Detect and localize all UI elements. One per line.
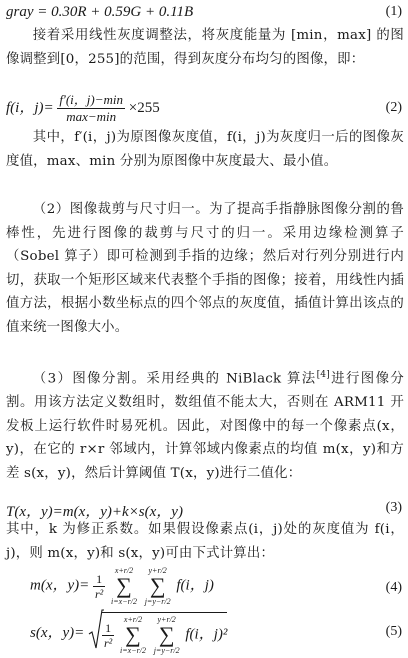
- equation-2-lhs: f(i，j)=: [6, 99, 54, 116]
- paragraph-grayscale-adjust: 接着采用线性灰度调整法，将灰度能量为 [min，max] 的图像调整到[0，255]的范围，得到灰度分布均匀的图像，即：: [6, 28, 404, 67]
- equation-4-coefficient: $\frac{1}{\text{r²}}$: [95, 571, 104, 601]
- equation-2-body: [6, 92, 160, 125]
- equation-5-lhs: s(x，y)=: [30, 624, 85, 641]
- paragraph-where-clause: 其中，f′(i，j)为原图像灰度值，f(i，j)为灰度归一后的图像灰度值，max、min 分别为原图像中灰度最大、最小值。: [6, 130, 404, 169]
- equation-2-fraction: [57, 92, 125, 125]
- equation-5: [0, 612, 408, 656]
- equation-3-body: T(x，y)=m(x，y)+k×s(x，y): [6, 504, 183, 520]
- equation-2-denominator: max−min: [66, 109, 117, 124]
- equation-4-lhs: m(x，y)=: [30, 577, 90, 594]
- equation-3-number: (3): [385, 500, 402, 515]
- paragraph-crop-normalize: （2）图像裁剪与尺寸归一。为了提高手指静脉图像分割的鲁棒性，先进行图像的裁剪与尺寸的归一。采用边缘检测算子（Sobel 算子）即可检测到手指的边缘；然后对行列分别进行内切，获取一个矩形区域来代表整个手指的图像；接着，用线性内插值方法，根据小数坐标点的四个邻点的灰度值，插值计算出该点的值来统一图像大小。: [6, 202, 404, 335]
- sqrt-radical-sign: [88, 608, 104, 654]
- equation-2: [0, 92, 408, 128]
- equation-5-sum-j: y+r/2 ∑ j=y−r/2: [153, 615, 180, 655]
- equation-4-sum-j: y+r/2 ∑ j=y−r/2: [144, 566, 171, 606]
- equation-2-tail: ×255: [128, 99, 160, 116]
- equation-5-number: (5): [385, 624, 402, 639]
- equation-5-coefficient: $\frac{1}{\text{r²}}$: [104, 620, 113, 650]
- equation-5-term: f(i，j)²: [185, 626, 228, 643]
- equation-4: [0, 566, 408, 612]
- equation-4-body: [30, 566, 214, 606]
- equation-5-body: [30, 612, 227, 655]
- segmentation-text-b: 进行图像分割。用该方法定义数组时，数组值不能太大，否则在 ARM11 开发板上运行软件时易死机。因此，对图像中的每一个像素点(x，y)，在它的 r×r 邻域内，计算邻域内像素点的均值 m(x，y)和方差 s(x，y)，然后计算阈值 T(x，y)进行二值化：: [6, 371, 404, 481]
- equation-2-numerator: f′(i，j)−min: [59, 92, 123, 107]
- equation-2-number: (2): [385, 100, 402, 115]
- equation-5-sum-i: x+r/2 ∑ i=x−r/2: [120, 615, 146, 655]
- paragraph-segmentation: [6, 364, 404, 485]
- equation-5-sqrt: [88, 612, 227, 655]
- equation-1-number: (1): [385, 4, 402, 19]
- equation-4-term: f(i，j): [176, 577, 214, 594]
- citation-ref: [4]: [316, 370, 330, 380]
- equation-1: [0, 4, 408, 26]
- equation-4-number: (4): [385, 580, 402, 595]
- equation-1-body: gray = 0.30R + 0.59G + 0.11B: [6, 4, 194, 20]
- segmentation-text-a: （3）图像分割。采用经典的 NiBlack 算法: [32, 371, 317, 387]
- equation-4-sum-i: x+r/2 ∑ i=x−r/2: [111, 566, 137, 606]
- paragraph-correction-coefficient: 其中，k 为修正系数。如果假设像素点(i，j)处的灰度值为 f(i，j)，则 m(x，y)和 s(x，y)可由下式计算出：: [6, 522, 404, 561]
